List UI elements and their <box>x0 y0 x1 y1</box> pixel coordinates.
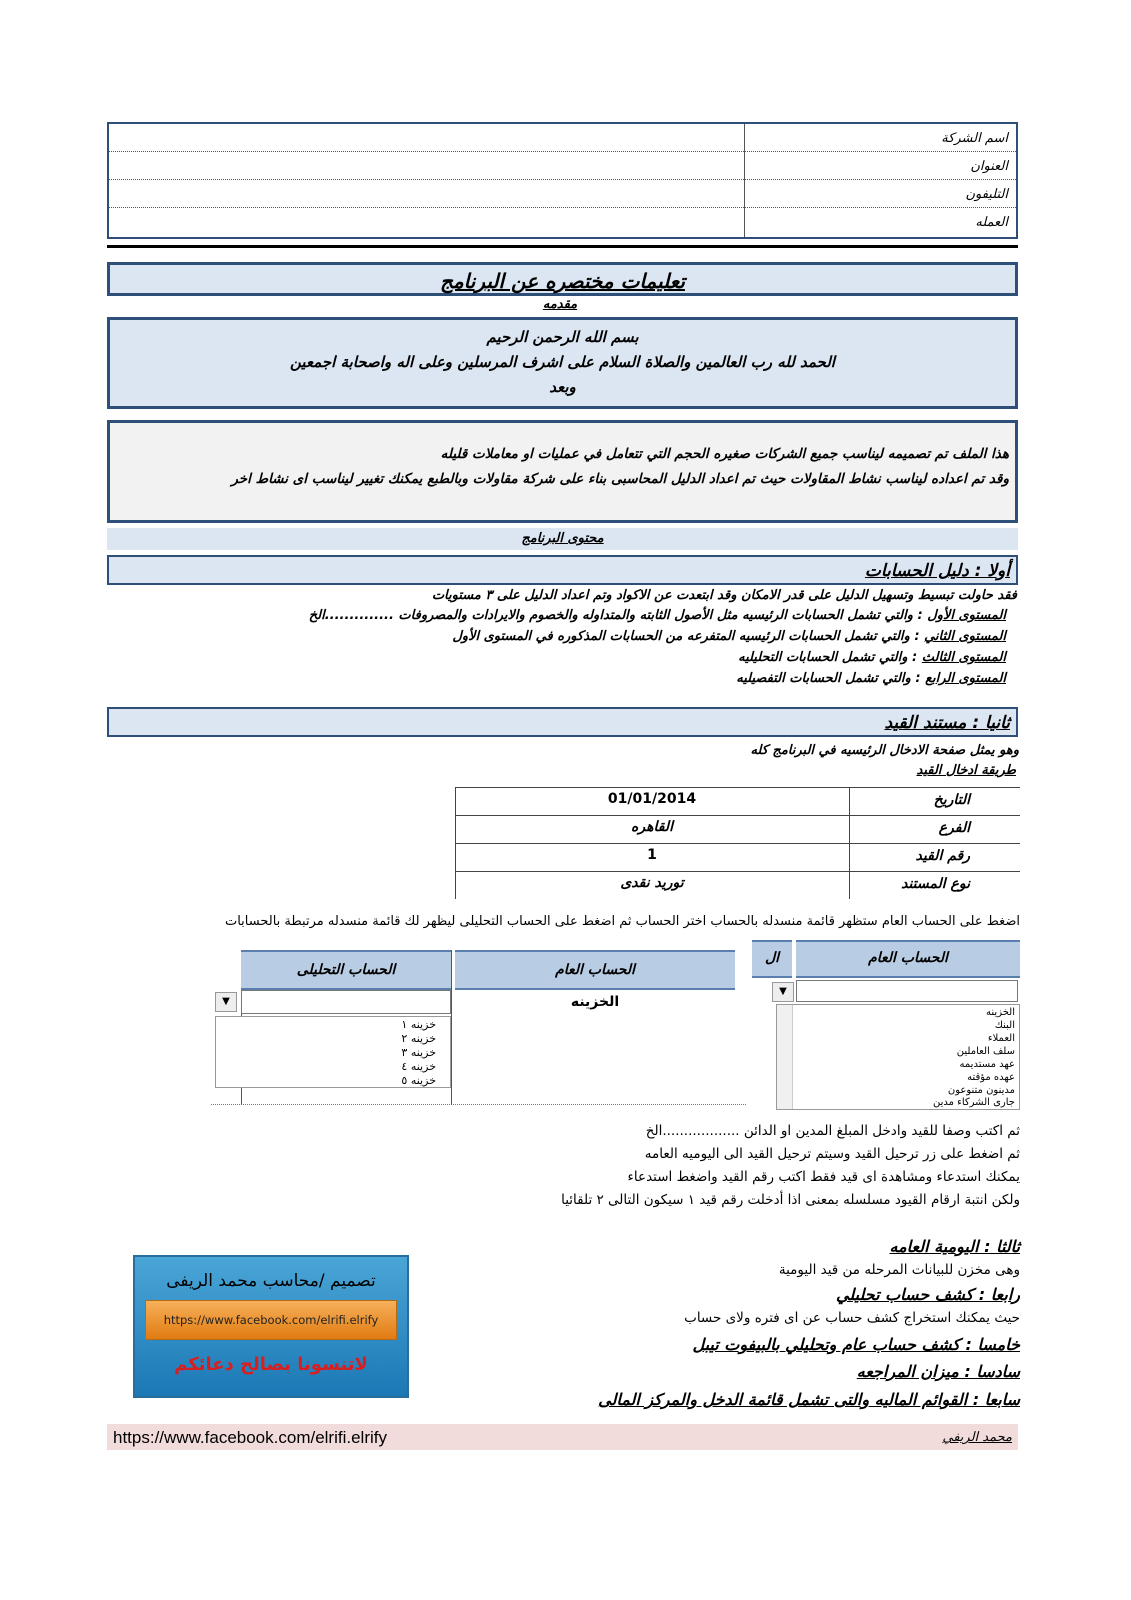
about-line-2: وقد تم اعداده ليناسب نشاط المقاولات حيث تم اعداد الدليل المحاسبى بناء على شركة مقاولات وبالطبع يمكنك تغيير ليناسب اى نشاط اخر <box>231 471 1009 487</box>
footer-url[interactable]: https://www.facebook.com/elrifi.elrify <box>113 1428 387 1447</box>
about-box <box>107 420 1018 523</box>
company-name-row[interactable] <box>109 124 1016 152</box>
divider <box>107 245 1018 248</box>
currency-label: العمله <box>975 215 1008 230</box>
list-item[interactable]: عهده مؤقته <box>967 1072 1015 1083</box>
designer-logo <box>133 1255 409 1398</box>
list-item[interactable]: عهد مستديمه <box>959 1059 1015 1070</box>
list-item[interactable]: خزينه ٢ <box>401 1032 436 1045</box>
section-6-title: سادسا : ميزان المراجعه <box>856 1362 1020 1381</box>
footer-author: محمد الريفي <box>942 1430 1012 1445</box>
logo-designer-name: تصميم /محاسب محمد الريفى <box>166 1271 376 1291</box>
list-item[interactable]: خزينه ٤ <box>401 1060 436 1073</box>
analytic-account-input[interactable] <box>241 990 451 1014</box>
section-4-title: رابعا : كشف حساب تحليلي <box>836 1285 1020 1304</box>
phone-label: التليفون <box>965 187 1008 202</box>
intro-label: مقدمه <box>542 297 578 312</box>
level-4-name: المستوى الرابع <box>925 671 1006 686</box>
entry-method-label: طريقة ادخال القيد <box>916 763 1016 778</box>
address-label: العنوان <box>970 159 1008 174</box>
analytic-account-header: الحساب التحليلى <box>241 950 451 990</box>
account-grid-image <box>211 950 746 1105</box>
branch-field[interactable]: القاهره <box>631 819 673 835</box>
after-line-4: ولكن انتبة ارقام القيود مسلسله بمعنى اذا أدخلت رقم قيد ١ سيكون التالى ٢ تلقائيا <box>561 1192 1020 1208</box>
dropdown-arrow-icon[interactable]: ▼ <box>215 992 237 1012</box>
partial-header: ال <box>752 940 792 978</box>
list-item[interactable]: خزينه ٣ <box>401 1046 436 1059</box>
document-type-label: نوع المستند <box>901 876 970 892</box>
about-line-1: هذا الملف تم تصميمه ليناسب جميع الشركات صغيره الحجم التي تتعامل في عمليات او معاملات قليله <box>440 446 1009 462</box>
list-item[interactable]: سلف العاملين <box>956 1046 1015 1057</box>
general-dropdown-list[interactable] <box>776 1004 1020 1110</box>
praise-line: الحمد لله رب العالمين والصلاة السلام على اشرف المرسلين وعلى اله واصحابة اجمعين <box>290 353 835 371</box>
section-4-desc: حيث يمكنك استخراج كشف حساب عن اى فتره ولاى حساب <box>684 1310 1020 1326</box>
branch-label: الفرع <box>938 820 970 836</box>
level-3-line <box>738 650 1006 665</box>
steps-line: اضغط على الحساب العام ستظهر قائمة منسدله بالحساب اختر الحساب ثم اضغط على الحساب التحليلى ليظهر لك قائمة منسدله مرتبطة بالحسابات <box>224 914 1020 929</box>
section-2-bar <box>107 707 1018 737</box>
list-item[interactable]: جارى الشركاء مدين <box>932 1097 1015 1108</box>
content-bar <box>107 528 1018 550</box>
level-4-line <box>736 671 1006 686</box>
list-item[interactable]: خزينه ٥ <box>401 1074 436 1087</box>
level-3-desc: : والتي تشمل الحسابات التحليليه <box>738 650 918 665</box>
level-4-desc: : والتي تشمل الحسابات التفصيليه <box>736 671 921 686</box>
general-account-value[interactable]: الخزينه <box>570 994 620 1010</box>
list-item[interactable]: العملاء <box>987 1033 1015 1044</box>
list-item[interactable]: مدينون متنوعون <box>947 1085 1015 1096</box>
date-field[interactable]: 01/01/2014 <box>607 791 697 807</box>
phone-row[interactable] <box>109 180 1016 208</box>
address-row[interactable] <box>109 152 1016 180</box>
level-1-desc: : والتي تشمل الحسابات الرئيسيه مثل الأصول الثابته والمتداوله والخصوم والايرادات والمصروفات ..............الخ <box>308 608 923 623</box>
general-account-header: الحساب العام <box>455 950 735 990</box>
logo-slogan: لاتنسونا بصالح دعائكم <box>174 1354 368 1375</box>
level-1-name: المستوى الأول <box>927 608 1006 623</box>
level-1-line <box>309 608 1006 623</box>
page-title: تعليمات مختصره عن البرنامج <box>440 269 685 293</box>
after-line-1: ثم اكتب وصفا للقيد وادخل المبلغ المدين او الدائن ..................الخ <box>645 1123 1020 1139</box>
section-5-title: خامسا : كشف حساب عام وتحليلي بالبيفوت تيبل <box>692 1335 1020 1354</box>
logo-url[interactable]: https://www.facebook.com/elrifi.elrify <box>163 1313 379 1327</box>
entry-form <box>455 787 1020 899</box>
analytic-dropdown-list[interactable] <box>215 1016 451 1088</box>
section-3-desc: وهى مخزن للبيانات المرحله من قيد اليومية <box>778 1262 1020 1278</box>
scrollbar[interactable] <box>777 1005 793 1109</box>
dropdown-arrow-icon[interactable]: ▼ <box>772 982 794 1002</box>
general-account-input[interactable] <box>796 980 1018 1002</box>
general-account-dropdown-image <box>752 940 1020 1110</box>
company-name-label: اسم الشركة <box>941 131 1008 146</box>
level-3-name: المستوى الثالث <box>921 650 1006 665</box>
section-7-title: سابعا : القوائم الماليه والتى تشمل قائمة الدخل والمركز المالى <box>598 1390 1020 1409</box>
currency-row[interactable] <box>109 208 1016 236</box>
logo-url-bar[interactable] <box>145 1300 397 1340</box>
basmala-box <box>107 317 1018 409</box>
section-1-bar <box>107 555 1018 585</box>
after-line-3: يمكنك استدعاء ومشاهدة اى قيد فقط اكتب رقم القيد واضغط استدعاء <box>627 1169 1020 1185</box>
list-item[interactable]: البنك <box>994 1020 1015 1031</box>
content-label: محتوى البرنامج <box>521 531 604 546</box>
section-2-desc: وهو يمثل صفحة الادخال الرئيسيه في البرنامج كله <box>750 743 1019 758</box>
level-2-line <box>452 629 1006 644</box>
footer <box>107 1424 1018 1450</box>
company-info-table <box>107 122 1018 239</box>
section-2-title: ثانيا : مستند القيد <box>884 713 1010 733</box>
level-2-name: المستوى الثاني <box>924 629 1006 644</box>
after-line-2: ثم اضغط على زر ترحيل القيد وسيتم ترحيل القيد الى اليوميه العامه <box>644 1146 1020 1162</box>
dropdown-general-header: الحساب العام <box>796 940 1020 978</box>
section-1-intro: فقد حاولت تبسيط وتسهيل الدليل على قدر الامكان وقد ابتعدت عن الاكواد وتم اعداد الدليل على ٣ مستويات <box>431 588 1017 603</box>
section-3-title: ثالثا : اليومية العامه <box>889 1237 1020 1256</box>
list-item[interactable]: خزينه ١ <box>401 1018 436 1031</box>
basmala-line: بسم الله الرحمن الرحيم <box>486 328 639 346</box>
section-1-title: أولا : دليل الحسابات <box>864 561 1010 581</box>
list-item[interactable]: الخزينه <box>986 1007 1015 1018</box>
title-box <box>107 262 1018 296</box>
document-type-field[interactable]: توريد نقدى <box>620 875 684 891</box>
date-label: التاريخ <box>933 792 970 808</box>
level-2-desc: : والتي تشمل الحسابات الرئيسيه المتفرعه من الحسابات المذكوره في المستوى الأول <box>452 629 920 644</box>
afterwards-line: وبعد <box>549 378 576 396</box>
entry-number-field[interactable]: 1 <box>647 847 657 863</box>
entry-number-label: رقم القيد <box>915 848 970 864</box>
